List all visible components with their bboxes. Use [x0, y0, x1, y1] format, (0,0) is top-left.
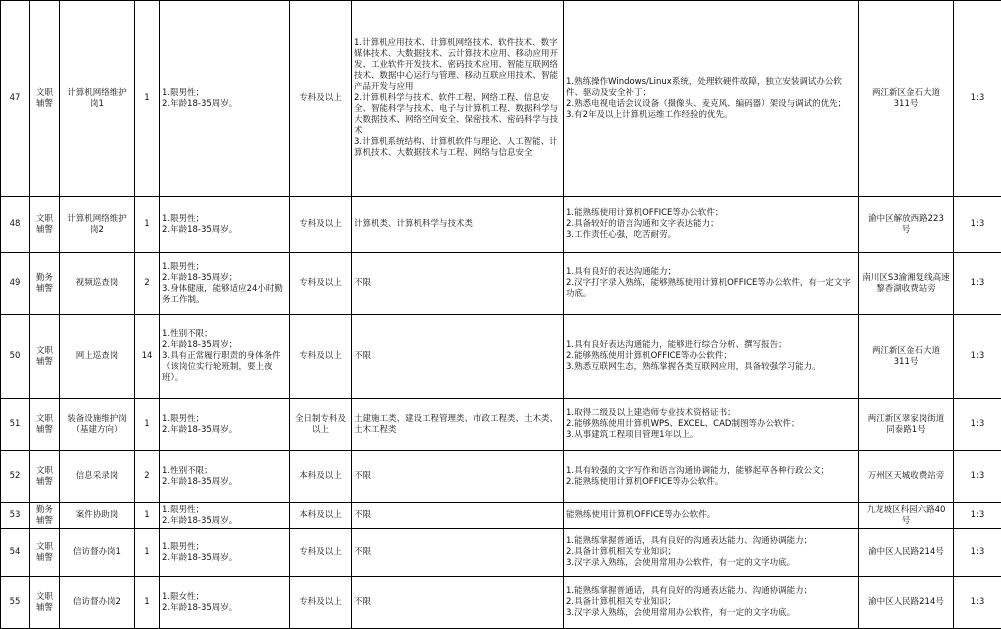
job-type-cell: 文职 辅警: [30, 315, 60, 399]
education-cell: 本科及以上: [290, 503, 352, 529]
job-type-cell: 文职 辅警: [30, 1, 60, 197]
education-cell: 专科及以上: [290, 1, 352, 197]
conditions-cell: 1.限男性； 2.年龄18-35周岁。: [160, 399, 290, 451]
education-cell: 全日制专科及 以上: [290, 399, 352, 451]
job-type-cell: 勤务 辅警: [30, 253, 60, 315]
major-cell: 不限: [352, 451, 564, 503]
row-number-cell: 48: [1, 197, 30, 253]
major-cell: 不限: [352, 503, 564, 529]
work-address-cell: 两江新区金石大道 311号: [859, 1, 954, 197]
recruit-count-cell: 1: [135, 529, 160, 577]
other-requirements-cell: 1.具有良好表达沟通能力，能够进行综合分析、撰写报告； 2.能够熟练使用计算机OFFICE等办公软件； 3.熟悉互联网生态，熟练掌握各类互联网应用，具备较强学习能力。: [564, 315, 859, 399]
table-row: [1, 1, 1001, 197]
row-number-cell: 50: [1, 315, 30, 399]
post-name-cell: 视频巡查岗: [60, 253, 135, 315]
education-cell: 专科及以上: [290, 253, 352, 315]
exam-ratio-cell: 1:3: [954, 197, 1001, 253]
recruit-count-cell: 1: [135, 1, 160, 197]
major-cell: 不限: [352, 577, 564, 629]
major-cell: 不限: [352, 315, 564, 399]
exam-ratio-cell: 1:3: [954, 1, 1001, 197]
conditions-cell: 1.性别不限； 2.年龄18-35周岁； 3.具有正常履行职责的身体条件（该岗位实行轮班制，要上夜班）。: [160, 315, 290, 399]
major-cell: 不限: [352, 253, 564, 315]
recruit-count-cell: 1: [135, 399, 160, 451]
table-row: [1, 577, 1001, 629]
table-row: [1, 529, 1001, 577]
post-name-cell: 信息采录岗: [60, 451, 135, 503]
row-number-cell: 53: [1, 503, 30, 529]
education-cell: 本科及以上: [290, 451, 352, 503]
exam-ratio-cell: 1:3: [954, 451, 1001, 503]
other-requirements-cell: 1.具有较强的文字写作和语言沟通协调能力，能够起草各种行政公文； 2.能熟练使用计算机OFFICE等办公软件。: [564, 451, 859, 503]
row-number-cell: 52: [1, 451, 30, 503]
recruit-count-cell: 14: [135, 315, 160, 399]
work-address-cell: 南川区S3渝湘复线高速黎香湖收费站旁: [859, 253, 954, 315]
recruit-count-cell: 2: [135, 253, 160, 315]
conditions-cell: 1.限男性； 2.年龄18-35周岁。: [160, 197, 290, 253]
table-row: [1, 451, 1001, 503]
conditions-cell: 1.限男性； 2.年龄18-35周岁。: [160, 529, 290, 577]
work-address-cell: 渝中区人民路214号: [859, 577, 954, 629]
recruit-count-cell: 1: [135, 577, 160, 629]
job-type-cell: 勤务 辅警: [30, 503, 60, 529]
major-cell: 计算机类、计算机科学与技术类: [352, 197, 564, 253]
major-cell: 不限: [352, 529, 564, 577]
post-name-cell: 计算机网络维护 岗1: [60, 1, 135, 197]
conditions-cell: 1.性别不限； 2.年龄18-35周岁。: [160, 451, 290, 503]
other-requirements-cell: 1.能熟练掌握普通话，具有良好的沟通表达能力、沟通协调能力； 2.具备计算机相关专业知识； 3.汉字录入熟练，会使用常用办公软件，有一定的文字功底。: [564, 577, 859, 629]
education-cell: 专科及以上: [290, 197, 352, 253]
table-row: [1, 315, 1001, 399]
job-type-cell: 文职 辅警: [30, 399, 60, 451]
conditions-cell: 1.限男性； 2.年龄18-35周岁； 3.身体健康，能够适应24小时勤务工作制。: [160, 253, 290, 315]
row-number-cell: 49: [1, 253, 30, 315]
exam-ratio-cell: 1:3: [954, 253, 1001, 315]
post-name-cell: 网上巡查岗: [60, 315, 135, 399]
other-requirements-cell: 1.能熟练使用计算机OFFICE等办公软件； 2.具备较好的语言沟通和文字表达能力； 3.工作责任心强，吃苦耐劳。: [564, 197, 859, 253]
exam-ratio-cell: 1:3: [954, 315, 1001, 399]
post-name-cell: 信访督办岗2: [60, 577, 135, 629]
work-address-cell: 两江新区金石大道 311号: [859, 315, 954, 399]
conditions-cell: 1.限男性； 2.年龄18-35周岁。: [160, 1, 290, 197]
education-cell: 专科及以上: [290, 577, 352, 629]
conditions-cell: 1.限女性； 2.年龄18-35周岁。: [160, 577, 290, 629]
other-requirements-cell: 1.取得二级及以上建造师专业技术资格证书； 2.能够熟练使用计算机WPS、EXCEL、CAD制图等办公软件； 3.从事建筑工程项目管理1年以上。: [564, 399, 859, 451]
work-address-cell: 万州区天城收费站旁: [859, 451, 954, 503]
exam-ratio-cell: 1:3: [954, 503, 1001, 529]
work-address-cell: 两江新区翠家岗街道 同泰路1号: [859, 399, 954, 451]
row-number-cell: 54: [1, 529, 30, 577]
post-name-cell: 计算机网络维护 岗2: [60, 197, 135, 253]
work-address-cell: 九龙坡区科园六路40 号: [859, 503, 954, 529]
work-address-cell: 渝中区人民路214号: [859, 529, 954, 577]
row-number-cell: 55: [1, 577, 30, 629]
recruit-count-cell: 2: [135, 451, 160, 503]
row-number-cell: 47: [1, 1, 30, 197]
recruit-count-cell: 1: [135, 197, 160, 253]
table-row: [1, 503, 1001, 529]
job-type-cell: 文职 辅警: [30, 577, 60, 629]
job-type-cell: 文职 辅警: [30, 529, 60, 577]
work-address-cell: 渝中区解放西路223 号: [859, 197, 954, 253]
job-type-cell: 文职 辅警: [30, 197, 60, 253]
exam-ratio-cell: 1:3: [954, 399, 1001, 451]
major-cell: 1.计算机应用技术、计算机网络技术、软件技术、数字媒体技术、大数据技术、云计算技术应用、移动应用开发、工业软件开发技术、密码技术应用、智能互联网络技术、数据中心运行与管理、移动互联应用技术、智能产品开发与应用 2.计算机科学与技术、软件工程、网络工程、信息安全、智能科学与技术、电子与计算机工程、数据科学与大数据技术、网络空间安全、保密技术、密码科学与技术 3.计算机系统结构、计算机软件与理论、人工智能、计算机技术、大数据技术与工程、网络与信息安全: [352, 1, 564, 197]
job-type-cell: 文职 辅警: [30, 451, 60, 503]
post-name-cell: 案件协助岗: [60, 503, 135, 529]
exam-ratio-cell: 1:3: [954, 577, 1001, 629]
other-requirements-cell: 1.能熟练掌握普通话，具有良好的沟通表达能力、沟通协调能力； 2.具备计算机相关专业知识； 3.汉字录入熟练，会使用常用办公软件，有一定的文字功底。: [564, 529, 859, 577]
education-cell: 专科及以上: [290, 315, 352, 399]
other-requirements-cell: 1.熟练操作Windows/Linux系统，处理软硬件故障，独立安装调试办公软件、驱动及安全补丁； 2.熟悉电视电话会议设备（摄像头、麦克风、编码器）架设与调试的优先； 3.有2年及以上计算机运维工作经验的优先。: [564, 1, 859, 197]
post-name-cell: 信访督办岗1: [60, 529, 135, 577]
other-requirements-cell: 1.具有良好的表达沟通能力； 2.汉字打字录入熟练，能够熟练使用计算机OFFICE等办公软件，有一定文字功底。: [564, 253, 859, 315]
row-number-cell: 51: [1, 399, 30, 451]
major-cell: 土建施工类、建设工程管理类、市政工程类、土木类、土木工程类: [352, 399, 564, 451]
table-row: [1, 197, 1001, 253]
post-name-cell: 装备设施维护岗 （基建方向）: [60, 399, 135, 451]
table-row: [1, 253, 1001, 315]
other-requirements-cell: 能熟练使用计算机OFFICE等办公软件。: [564, 503, 859, 529]
exam-ratio-cell: 1:3: [954, 529, 1001, 577]
conditions-cell: 1.限男性； 2.年龄18-35周岁。: [160, 503, 290, 529]
table-row: [1, 399, 1001, 451]
recruit-count-cell: 1: [135, 503, 160, 529]
education-cell: 专科及以上: [290, 529, 352, 577]
